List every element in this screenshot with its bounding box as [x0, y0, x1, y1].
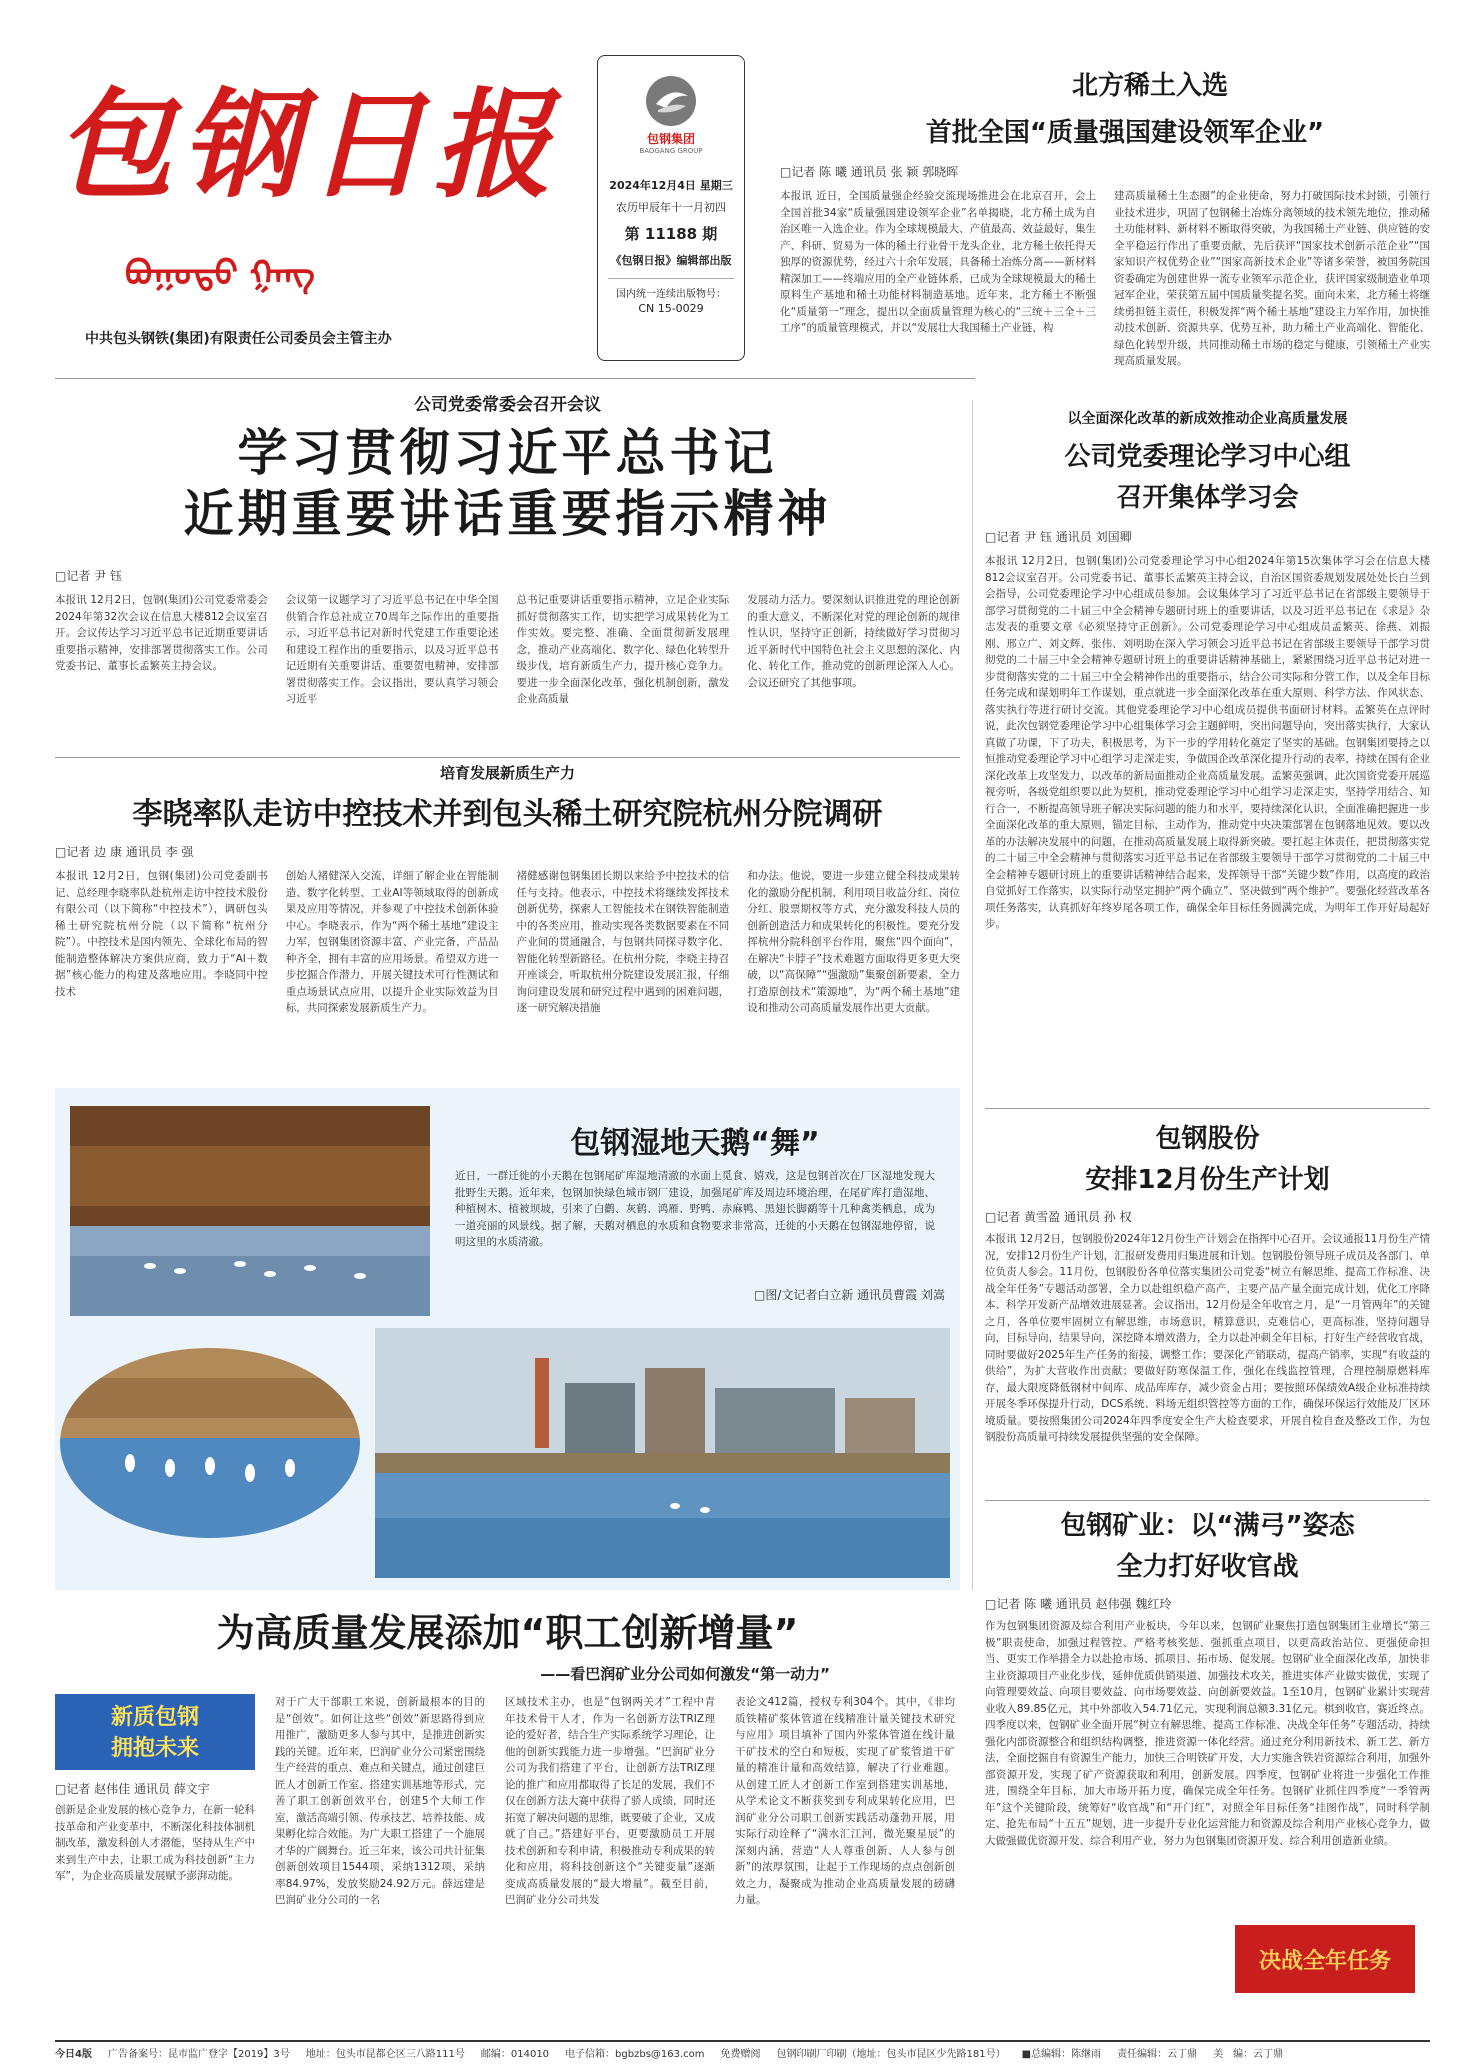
article-rare-earth-col-1: 本报讯 近日，全国质量强企经验交流现场推进会在北京召开，会上全国首批34家“质量强国建设领军企业”名单揭晓，北方稀土成为自治区唯一入选企业。作为全球规模最大、产值最高、效益最好，集生产、科研、贸易为一体的稀土行业骨干龙头企业，北方稀土依托得天独厚的资源优势，经过六十余年发展，具备稀土冶炼分离——新材料精深加工——终端应用的全产业链体系，已成为全球规模最大的稀土原料生产基地和稀土功能材料制造基地。近年来，北方稀土不断强化“质量第一”理念，提出以全面质量管理为核心的“三统＋三全＋三工序”的质量管理模式，并以“发展壮大我国稀土产业链，构 [780, 190, 1096, 334]
article-theory-study [985, 408, 1430, 1108]
article-visit-col-1: 本报讯 12月2日，包钢(集团)公司党委副书记、总经理李晓率队赴杭州走访中控技术股份有限公司（以下简称“中控技术”），调研包头稀土研究院杭州分院（以下简称“杭州分院”）。中控技术是国内领先、全球化布局的智能制造整体解决方案供应商，致力于“AI＋数据”核心能力的构建及落地应用。李晓同中控技术 [55, 870, 268, 998]
footer-editor: 责任编辑：云丁鼎 [1117, 2048, 1198, 2060]
photo-steel-plant [375, 1328, 950, 1578]
feature-title: 包钢湿地天鹅“舞” [570, 1126, 820, 1161]
issue-number: 第 11188 期 [624, 225, 718, 243]
campaign-badge [1235, 1925, 1415, 1993]
logo-text: 包钢集团 [646, 132, 695, 146]
footer-ad-license: 广告备案号：昆市监广登字【2019】3号 [107, 2048, 290, 2060]
issue-publisher: 《包钢日报》编辑部出版 [610, 254, 732, 267]
article-visit-kicker: 培育发展新质生产力 [439, 764, 575, 782]
divider [985, 1500, 1430, 1501]
feature-caption: 近日，一群迁徙的小天鹅在包钢尾矿库湿地清澈的水面上觅食、嬉戏，这是包钢首次在厂区湿地发现大批野生天鹅。近年来，包钢加快绿色城市钢厂建设，加强尾矿库及周边环境治理，在尾矿库打造湿地、种植树木、植被坝坡，引来了白鹳、灰鹤、鸿雁、野鸭、赤麻鸭、黑翅长脚鹬等十几种禽类栖息，成为一道亮丽的风景线。据了解，天鹅对栖息的水质和食物要求非常高，迁徙的小天鹅在包钢湿地停留，说明这里的水质清澈。 [455, 1170, 935, 1248]
article-visit [55, 760, 960, 1080]
article-theory-body: 本报讯 12月2日，包钢(集团)公司党委理论学习中心组2024年第15次集体学习会在信息大楼812会议室召开。公司党委书记、董事长孟繁英主持会议，自治区国资委规划发展处处长白兰到会指导，公司党委理论学习中心组成员参加。会议集体学习了习近平总书记在省部级主要领导干部学习贯彻党的二十届三中全会精神专题研讨班上的重要讲话，以及习近平总书记在《求是》杂志发表的重要文章《必须坚持守正创新》。公司党委理论学习中心组成员孟繁英、徐燕、刘振刚、邢立广、刘文辉、张伟、刘明助在深入学习领会习近平总书记在省部级主要领导干部学习贯彻党的二十届三中全会精神专题研讨班上的重要讲话精神基础上，紧紧围绕习近平总书记对进一步贯彻落实党的二十届三中全会精神作出的重要指示，结合公司实际和分管工作，以及全年目标任务完成和谋划明年工作谋划，重点就进一步全面深化改革在重大原则、科学方法、作风状态、落实执行等进行研讨交流。其他党委理论学习中心组成员提供书面研讨材料。孟繁英在点评时说，此次包钢党委理论学习中心组集体学习会主题鲜明，突出问题导向，突出落实执行，大家认真做了功课，下了功夫，积极思考，为下一步的学用转化奠定了坚实的基础。包钢集团要持之以恒推动党委理论学习中心组学习走深走实，争做国企改革深化提升行动的表率，持续在国有企业深化改革上攻坚发力，以改革的新局面推动企业高质量发展。孟繁英强调，此次国资党委开展巡视旁听，各级党组织要以此为契机，推动党委理论学习中心组学习走深走实，坚持学用结合、知行合一，不断提高领导班子解决实际问题的能力和水平，要持续深化认识，全面准确把握进一步全面深化改革的重大原则，锚定目标，主动作为，推动党中央决策部署在包钢落地见效。要以改革的办法解决发展中的问题，在推动高质量发展上取得新突破。要扛起主体责任，把贯彻落实党的二十届三中全会精神与贯彻落实习近平总书记在省部级主要领导干部学习贯彻党的二十届三中全会精神专题研讨班上的重要讲话精神结合起来，发挥领导干部“关键少数”作用，以高度的政治自觉抓好工作落实，以实际行动坚定拥护“两个确立”、坚决做到“两个维护”。要强化经营改革各项任务落实，认真抓好年终岁尾各项工作，确保全年目标任务圆满完成，为明年工作开好局起好步。 [985, 555, 1430, 930]
footer-chief: ■总编辑：陈继雨 [1021, 2048, 1102, 2060]
article-innovation-byline: □记者 赵伟佳 通讯员 薛文宇 [55, 1782, 210, 1796]
footer-art: 美 编：云丁鼎 [1213, 2048, 1284, 2060]
issue-lunar: 农历甲辰年十一月初四 [616, 201, 726, 214]
article-theory-title-1: 公司党委理论学习中心组 [1064, 442, 1351, 472]
divider [55, 757, 960, 758]
article-mining-body: 作为包钢集团资源及综合利用产业板块，今年以来，包钢矿业聚焦打造包钢集团主业增长“第三极”职责使命，加强过程管控、严格考核奖惩、强抓重点项目，以更高政治站位、更强使命担当、更实工作举措全力以赴抢市场、抓项目、拓市场、促发展。包钢矿业全面深化改革，加快非主业资源项目产业化步伐，延伸优质供销渠道、加强技术攻关，推进实体产业做实做优，实现了向管理要效益、向项目要效益、向市场要效益、向创新要效益。1至10月，包钢矿业累计实现营业收入89.85亿元，其中外部收入54.71亿元，实现利润总额3.31亿元。棋到收官，赛近终点。四季度以来，包钢矿业全面开展“树立有解思维、提高工作标准、决战全年任务”专题活动，持续强化内部资源整合和组织结构调整，推进资源一体化经营。通过充分利用新技术、新工艺、新方法，全面挖掘自有资源生产能力，加快三合明铁矿开发，大力实施含铁岩资源综合利用，加强外部资源开发，实现了矿产资源获取和利用，创新发展。四季度，包钢矿业将进一步强化工作推进，围绕全年目标，加大市场开拓力度，确保完成全年任务。包钢矿业抓住四季度“一季管两年”这个关键阶段，统筹好“收官战”和“开门红”，对照全年目标任务“挂图作战”，同时科学制定、抢先布局“十五五”规划，进一步提升专业化运营能力和资源及综合利用产业核心竞争力，做大做强做优资源开发、综合利用产业，努力为包钢集团资源开发、综合利用创造新业绩。 [985, 1620, 1430, 1847]
issue-date: 2024年12月4日 星期三 [609, 179, 733, 192]
article-innovation-col-2: 对于广大干部职工来说，创新最根本的目的是“创效”。如何让这些“创效”新思路得到应用推广，激励更多人参与其中，是推进创新实践的关键。近年来，巴润矿业分公司紧密围绕生产经营的重点、难点和关键点，通过创建巨匠人才创新工作室、搭建实训基地等形式，完善了职工创新创效平台，创建5个大师工作室，激活高端引领、传承技艺、培养技能、成果孵化综合效能。为广大职工搭建了一个施展才华的广阔舞台。近三年来，该公司共计征集创新创效项目1544项，采纳1312项，采纳率84.97%，发放奖励24.92万元。薛远建是巴润矿业分公司的一名 [275, 1696, 485, 1906]
article-study-col-2: 会议第一议题学习了习近平总书记在中华全国供销合作总社成立70周年之际作出的重要指示，习近平总书记对新时代党建工作重要论述和建设工程作出的重要指示，以及习近平总书记近期有关重要讲话、重要贺电精神，安排部署贯彻落实工作。会议指出，要认真学习领会习近平 [285, 594, 499, 705]
article-rare-earth-title-2: 首批全国“质量强国建设领军企业” [925, 118, 1325, 148]
article-visit-col-3: 褚健感谢包钢集团长期以来给予中控技术的信任与支持。他表示，中控技术将继续发挥技术创新优势，探索人工智能技术在钢铁智能制造中的各类应用，推动实现各类数据要素在不同产业间的贯通融合，与包钢共同探寻数字化、智能化转型新路径。在杭州分院，李晓主持召开座谈会，听取杭州分院建设发展汇报，仔细询问建设发展和研究过程中遇到的困难问题，逐一研究解决措施 [516, 870, 730, 1014]
divider [972, 400, 973, 1590]
article-mining-title-1: 包钢矿业：以“满弓”姿态 [1060, 1511, 1355, 1541]
article-rare-earth [780, 65, 1430, 395]
logo-sub: BAOGANG GROUP [639, 147, 703, 155]
article-steel-plan-body: 本报讯 12月2日，包钢股份2024年12月份生产计划会在指挥中心召开。会议通报11月份生产情况，安排12月份生产计划，汇报研发费用归集进展和计划。包钢股份领导班子成员及各部门、单位负责人参会。11月份，包钢股份各单位落实集团公司党委“树立有解思维、提高工作标准、决战全年任务”专题活动部署，全力以赴组织稳产高产，主要产品产量全面完成计划，优化工序降本、科学开发新产品增效进展显著。会议指出，12月份是全年收官之月，是“一月管两年”的关键之月，各单位要牢固树立有解思维，市场意识，精算意识，克难信心，更高标准，坚持问题导向，目标导向，结果导向，深挖降本增效潜力，全力以赴冲刺全年目标，打好生产经营收官战，同时要做好2025年生产任务的衔接，调整工作；要深化产销联动，提高产销率，实现“有收益的供给”，为扩大营收作出贡献；要做好防寒保温工作，强化在线监控管理，合理控制原燃料库存，最大限度降低钢材中间库、成品库库存，减少资金占用；要按照环保绩效A级企业标准持续开展冬季环保提升行动，DCS系统、料场无组织管控等方面的工作，确保环保运行效能及厂区环境质量。要按照集团公司2024年四季度安全生产大检查要求，开展自检自查及整改工作，为包钢股份高质量可持续发展提供坚强的安全保障。 [985, 1233, 1430, 1443]
article-innovation-title: 为高质量发展添加“职工创新增量” [216, 1611, 799, 1655]
article-steel-plan-byline: □记者 黄雪盈 通讯员 孙 权 [985, 1210, 1132, 1224]
photo-swans-lake [70, 1106, 430, 1316]
article-innovation-col-4: 表论文412篇，授权专利304个。其中，《非均质铁精矿浆体管道在线精准计量关键技术研究与应用》项目填补了国内外浆体管道在线计量干矿技术的空白和短板，实现了矿浆管道干矿量的精准计量和高效结算，解决了行业难题。从创建工匠人才创新工作室到搭建实训基地，从学术论文不断获奖到专利成果转化应用，巴润矿业分公司职工创新实践活动蓬勃开展，用实际行动诠释了“满水汇江河，微光聚星辰”的深刻内涵，营造“人人尊重创新、人人参与创新”的浓厚氛围，让起于工作现场的点点创新创效之力，凝聚成为推动企业高质量发展的磅礴力量。 [735, 1696, 955, 1906]
article-study-col-4: 发展动力活力。要深刻认识推进党的理论创新的重大意义，不断深化对党的理论创新的规律性认识，坚持守正创新，持续做好学习贯彻习近平新时代中国特色社会主义思想的深化、内化、转化工作，推动党的创新理论深入人心。会议还研究了其他事项。 [747, 594, 960, 689]
article-innovation-col-1: 创新是企业发展的核心竞争力，在新一轮科技革命和产业变革中，不断深化科技体制机制改革，激发科创人才潜能，坚持从生产中来到生产中去，让职工成为科技创新“主力军”，为企业高质量发展赋予澎湃动能。 [55, 1804, 255, 1882]
article-study-kicker: 公司党委常委会召开会议 [414, 395, 601, 415]
footer-address: 地址：包头市昆都仑区三八路111号 [305, 2048, 465, 2060]
article-visit-col-4: 和办法。他说，要进一步建立健全科技成果转化的激励分配机制，利用项目收益分红、岗位分红、股票期权等方式，充分激发科技人员的创新创造活力和成果转化的积极性。要充分发挥杭州分院科创平台作用，聚焦“四个面向”，在解决“卡脖子”技术难题方面取得更多更大突破，以“高保障”“强激励”集聚创新要素，全力打造原创技术“策源地”，为“两个稀土基地”建设和推动公司高质量发展作出更大贡献。 [747, 870, 960, 1014]
article-steel-plan-title-2: 安排12月份生产计划 [1085, 1165, 1330, 1195]
campaign-badge-text: 决战全年任务 [1258, 1947, 1391, 1974]
innovation-badge-line-1: 新质包钢 [110, 1705, 199, 1730]
innovation-badge-line-2: 拥抱未来 [110, 1736, 199, 1761]
article-study [55, 380, 960, 740]
article-rare-earth-byline: □记者 陈 曦 通讯员 张 颖 郭晓晖 [780, 165, 959, 179]
article-mining-byline: □记者 陈 曦 通讯员 赵伟强 魏红玲 [985, 1597, 1172, 1611]
article-theory-title-2: 召开集体学习会 [1116, 483, 1299, 513]
divider [985, 1108, 1430, 1109]
footer-email: 电子信箱：bgbzbs@163.com [565, 2048, 705, 2060]
article-study-col-1: 本报讯 12月2日，包钢(集团)公司党委常委会2024年第32次会议在信息大楼812会议室召开。会议传达学习习近平总书记近期重要讲话重要指示精神，安排部署贯彻落实工作。公司党委书记、董事长孟繁英主持会议。 [55, 594, 268, 672]
footer-pages: 今日4版 [55, 2048, 92, 2060]
feature-credit: □图/文记者白立新 通讯员曹霞 刘嵩 [753, 1288, 945, 1302]
article-study-title-2: 近期重要讲话重要指示精神 [183, 485, 832, 543]
issue-cn: CN 15-0029 [638, 302, 704, 315]
article-visit-title: 李晓率队走访中控技术并到包头稀土研究院杭州分院调研 [132, 797, 883, 832]
article-innovation-subtitle: ——看巴润矿业分公司如何激发“第一动力” [540, 1665, 830, 1683]
footer-postcode: 邮编：014010 [480, 2048, 550, 2060]
article-visit-byline: □记者 边 康 通讯员 李 强 [55, 845, 194, 859]
footer-free: 免费赠阅 [720, 2048, 761, 2060]
article-theory-byline: □记者 尹 钰 通讯员 刘国卿 [985, 530, 1132, 544]
masthead-sponsor: 中共包头钢铁(集团)有限责任公司委员会主管主办 [85, 331, 392, 347]
article-rare-earth-title-1: 北方稀土入选 [1071, 71, 1228, 101]
article-mining-title-2: 全力打好收官战 [1116, 1552, 1299, 1582]
article-theory-kicker: 以全面深化改革的新成效推动企业高质量发展 [1067, 411, 1348, 427]
article-mining [985, 1505, 1430, 2025]
issue-cn-label: 国内统一连续出版物号： [608, 278, 734, 300]
article-study-byline: □记者 尹 钰 [55, 569, 122, 583]
issue-box [597, 55, 745, 361]
article-steel-plan-title-1: 包钢股份 [1155, 1124, 1260, 1154]
article-study-col-3: 总书记重要讲话重要指示精神，立足企业实际抓好贯彻落实工作，切实把学习成果转化为工作实效。要完整、准确、全面贯彻新发展理念，推动产业高端化、数字化、绿色化转型升级步伐，培育新质生产力，提升核心竞争力。要进一步全面深化改革，强化机制创新，激发企业高质量 [516, 594, 730, 705]
masthead-title: 包钢日报 [55, 75, 560, 214]
article-steel-plan [985, 1118, 1430, 1498]
article-study-title-1: 学习贯彻习近平总书记 [237, 424, 778, 482]
divider [55, 378, 975, 379]
feature-swans [55, 1088, 960, 1590]
baogang-logo-icon [644, 74, 698, 128]
innovation-badge [55, 1694, 255, 1770]
article-innovation [55, 1598, 960, 2030]
footer [55, 2040, 1430, 2062]
article-innovation-col-3: 区域技术主办，也是“包钢两关才”工程中青年技术骨干人才，作为一名创新方法TRIZ理论的爱好者，结合生产实际系统学习理论，让他的创新实践能力进一步增强。“巴润矿业分公司为我们搭建了平台，让创新方法TRIZ理论的推广和应用都取得了长足的发展，我们不仅在创新方法大赛中获得了骄人成绩，同时还拓宽了解决问题的思维，既要破了企业，又成就了自己。”搭建好平台，更要激励员工开展技术创新和专利申请，积极推动专利成果的转化和应用，将科技创新这个“关键变量”逐渐变成高质量发展的“最大增量”。截至目前，巴润矿业分公司共发 [505, 1696, 715, 1906]
article-visit-col-2: 创始人褚健深入交流，详细了解企业在智能制造、数字化转型、工业AI等领域取得的创新成果及应用等情况，并参观了中控技术创新体验中心。李晓表示，作为“两个稀土基地”建设主力军，包钢集团资源丰富、产业完备，产品品种齐全，拥有丰富的应用场景。希望双方进一步挖掘合作潜力，开展关键技术可行性测试和重点场景试点应用，以提升企业实际效益为目标，共同探索发展新质生产力。 [285, 870, 499, 1014]
article-rare-earth-col-2: 建高质量稀土生态圈”的企业使命，努力打破国际技术封锁，引领行业技术进步，巩固了包钢稀土冶炼分离领域的技术领先地位，推动稀土功能材料、新材料不断取得突破，为我国稀土产业链、供应链的安全平稳运行作出了重要贡献，先后获评“国家技术创新示范企业”“国家知识产权优势企业”“国家高新技术企业”等诸多荣誉，被国务院国资委确定为创建世界一流专业领军示范企业，获评国家级制造业单项冠军企业，荣获第五届中国质量奖提名奖。面向未来，北方稀土将继续勇担链主责任，积极发挥“两个稀土基地”建设主力军作用，加快推动技术创新、资源共享、优势互补，助力稀土产业高端化、智能化、绿色化转型升级，共同推动稀土市场的稳定与健康，引领稀土产业实现高质量发展。 [1114, 190, 1430, 367]
masthead [55, 60, 575, 360]
footer-printer: 包钢印刷厂印刷（地址：包头市昆区少先路181号） [776, 2048, 1006, 2060]
photo-swans-oval [60, 1348, 360, 1538]
masthead-mongolian: ᠪᠣᠭᠣᠲᠤ ᠭᠠᠩ [125, 254, 315, 294]
